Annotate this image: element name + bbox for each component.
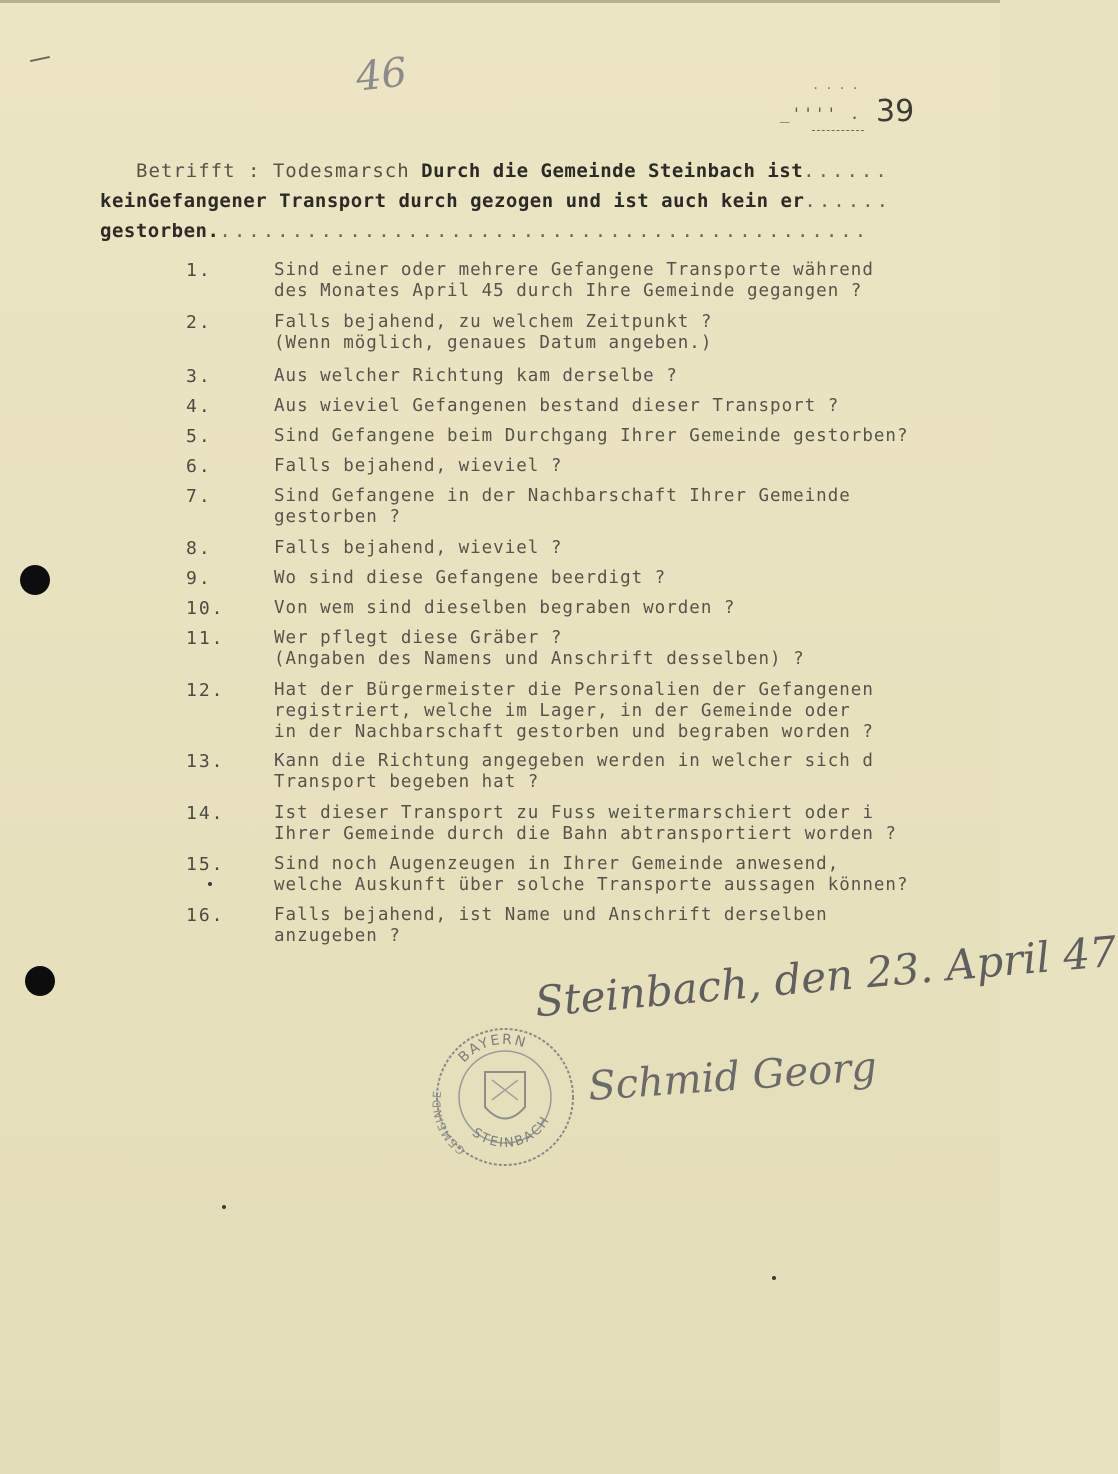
question-number: 12. — [186, 680, 225, 701]
subject-label: Betrifft : Todesmarsch — [136, 160, 410, 182]
seal-text-top: BAYERN — [455, 1031, 530, 1066]
question-text: Falls bejahend, ist Name und Anschrift derselben anzugeben ? — [274, 905, 828, 946]
page-number-underline — [812, 130, 864, 131]
question-text: Falls bejahend, zu welchem Zeitpunkt ? (Wenn möglich, genaues Datum angeben.) — [274, 312, 713, 353]
question-number: 2. — [186, 312, 212, 333]
question-text: Falls bejahend, wieviel ? — [274, 456, 563, 476]
handwritten-signature: Schmid Georg — [586, 1043, 879, 1111]
page-marks: _'''' . — [780, 104, 862, 123]
seal-text-bottom: STEINBACH — [469, 1112, 554, 1152]
question-number: 9. — [186, 568, 212, 589]
question-text: Ist dieser Transport zu Fuss weitermarschiert oder i Ihrer Gemeinde durch die Bahn abtransportiert worden ? — [274, 803, 897, 844]
punch-hole-upper — [20, 565, 50, 595]
margin-mark — [30, 56, 50, 62]
svg-text:GEMEINDE — [430, 1089, 467, 1157]
question-number: 7. — [186, 486, 212, 507]
handwritten-place-date: Steinbach, den 23. April 47 — [532, 926, 1118, 1027]
question-text: Wo sind diese Gefangene beerdigt ? — [274, 568, 667, 588]
subject-block — [100, 156, 940, 246]
question-text: Sind einer oder mehrere Gefangene Transporte während des Monates April 45 durch Ihre Gemeinde gegangen ? — [274, 260, 874, 301]
question-number: 1. — [186, 260, 212, 281]
question-number: 15. — [186, 854, 225, 875]
svg-text:BAYERN — [456, 1032, 529, 1066]
municipal-seal-stamp — [430, 1022, 580, 1172]
question-number: 13. — [186, 751, 225, 772]
question-number: 8. — [186, 538, 212, 559]
question-number: 14. — [186, 803, 225, 824]
question-number: 6. — [186, 456, 212, 477]
question-number: 10. — [186, 598, 225, 619]
question-text: Sind noch Augenzeugen in Ihrer Gemeinde anwesend, welche Auskunft über solche Transporte aussagen können? — [274, 854, 909, 895]
ink-dot — [772, 1276, 776, 1280]
fill-dots: ...... — [804, 190, 892, 212]
question-number: 3. — [186, 366, 212, 387]
subject-answer-line-1: Durch die Gemeinde Steinbach ist — [421, 160, 804, 182]
svg-text:STEINBACH — [469, 1113, 554, 1151]
question-number: 5. — [186, 426, 212, 447]
question-text: Hat der Bürgermeister die Personalien der Gefangenen registriert, welche im Lager, in der Gemeinde oder in der Nachbarschaft gestorben und begraben worden ? — [274, 680, 874, 742]
seal-text-left: GEMEINDE — [430, 1089, 468, 1158]
subject-answer-line-2: keinGefangener Transport durch gezogen und ist auch kein er — [100, 190, 805, 212]
question-text: Sind Gefangene beim Durchgang Ihrer Gemeinde gestorben? — [274, 426, 909, 446]
question-text: Falls bejahend, wieviel ? — [274, 538, 563, 558]
top-edge — [0, 0, 1000, 3]
handwritten-folio-number: 46 — [353, 49, 410, 101]
question-number: 11. — [186, 628, 225, 649]
question-text: Aus welcher Richtung kam derselbe ? — [274, 366, 678, 386]
question-text: Aus wieviel Gefangenen bestand dieser Transport ? — [274, 396, 840, 416]
ink-dot — [208, 882, 212, 886]
question-text: Sind Gefangene in der Nachbarschaft Ihrer Gemeinde gestorben ? — [274, 486, 851, 527]
question-number: 16. — [186, 905, 225, 926]
ink-dot — [222, 1205, 226, 1209]
fill-dots: ...... — [803, 160, 890, 182]
punch-hole-lower — [25, 966, 55, 996]
question-text: Kann die Richtung angegeben werden in welcher sich d Transport begeben hat ? — [274, 751, 874, 792]
question-text: Von wem sind dieselben begraben worden ? — [274, 598, 736, 618]
question-text: Wer pflegt diese Gräber ? (Angaben des Namens und Anschrift desselben) ? — [274, 628, 805, 669]
page-dots: .... — [812, 78, 865, 92]
fill-dots: ............................................. — [219, 220, 870, 242]
question-number: 4. — [186, 396, 212, 417]
page-number: 39 — [876, 94, 915, 129]
subject-answer-line-3: gestorben. — [100, 220, 220, 242]
